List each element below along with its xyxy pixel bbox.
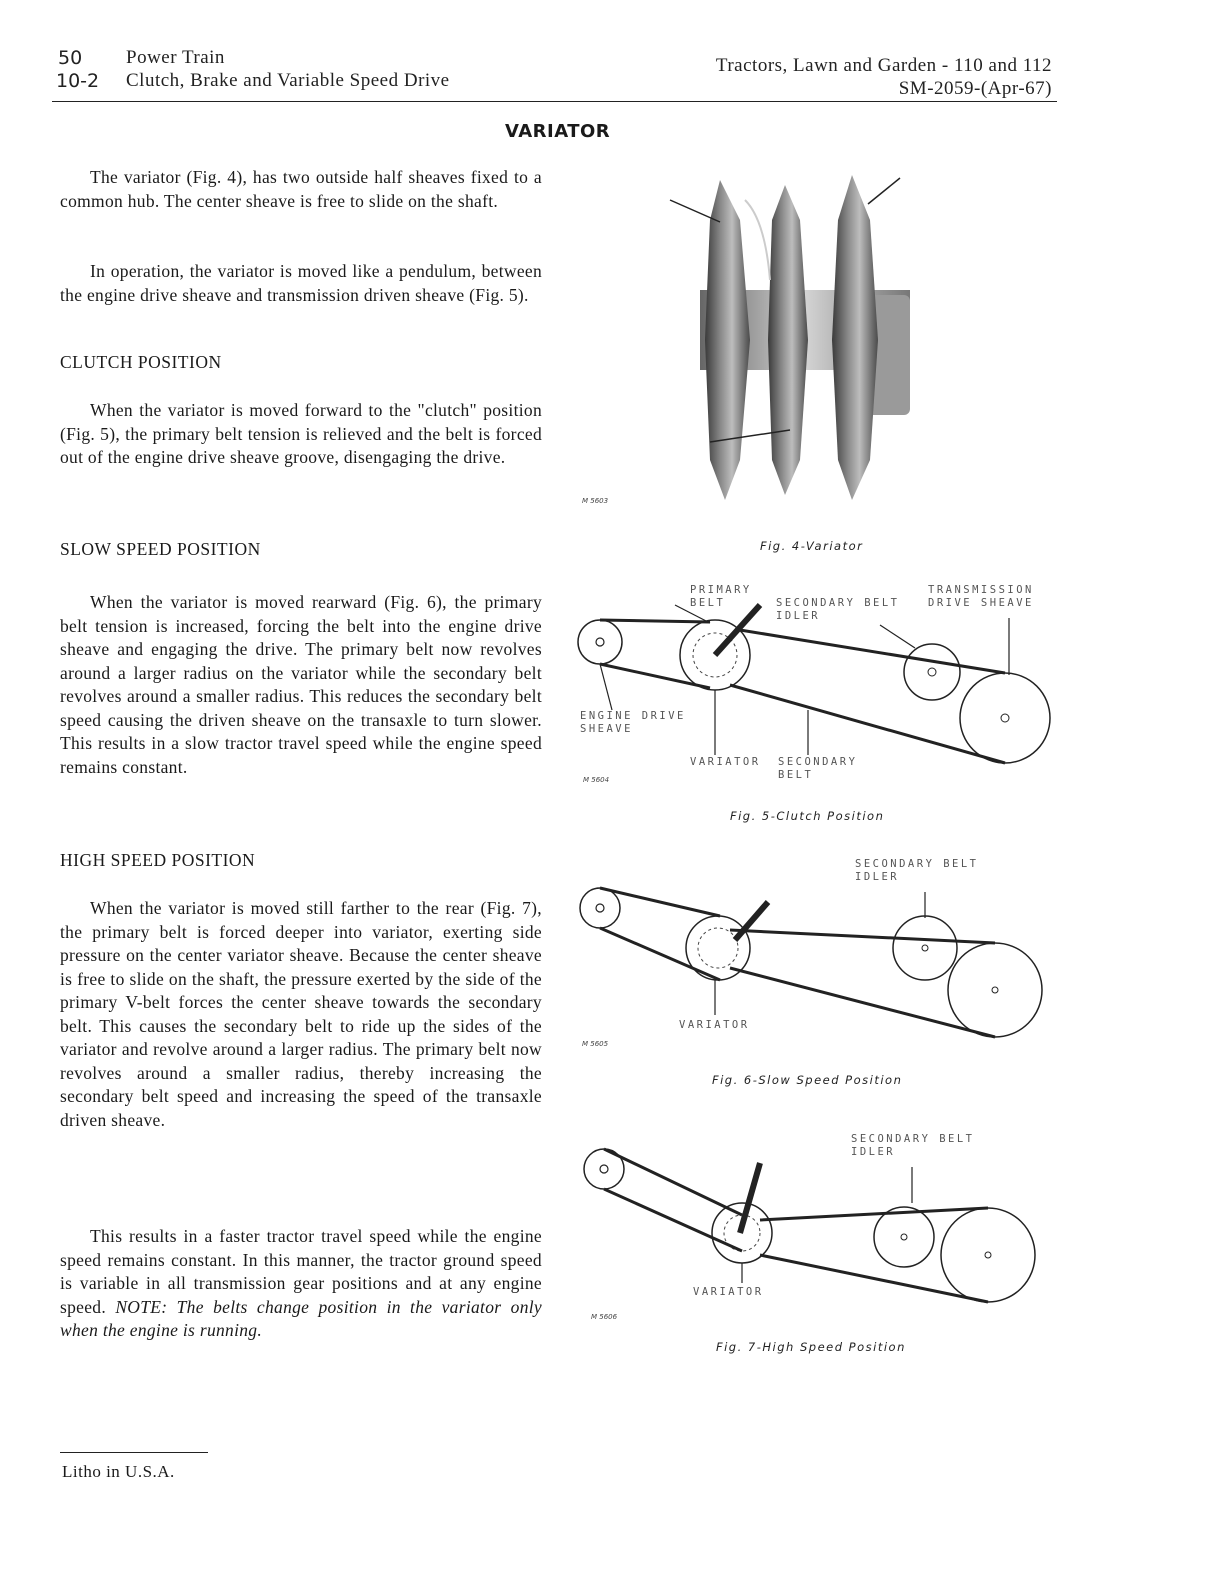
paragraph-operation — [60, 260, 542, 307]
secondary-idler-sheave — [874, 1207, 934, 1267]
para-6 — [60, 1225, 542, 1343]
fig5-caption: Fig. 5-Clutch Position — [730, 809, 885, 823]
fig5-label-transmission: TRANSMISSION DRIVE SHEAVE — [928, 584, 1034, 609]
manual-code: SM-2059-(Apr-67) — [898, 78, 1052, 99]
secondary-belt — [730, 930, 995, 1037]
heading-slow-speed: SLOW SPEED POSITION — [60, 539, 261, 559]
fig5-label-primary-belt: PRIMARY BELT — [690, 584, 752, 609]
fig6-number: M 5605 — [582, 1040, 609, 1048]
para-4: When the variator is moved rearward (Fig. 6), the primary belt tension is increased, forcing the belt into the engine drive sheave and engaging the drive. The primary belt now revolves around a larger radius on the variator while the secondary belt revolves around a smaller radius. This reduces the secondary belt speed causing the driven sheave on the transaxle to turn slower. This results in a slow tractor travel speed while the engine speed remains constant. — [60, 592, 542, 777]
paragraph-result — [60, 1225, 542, 1343]
section-title: Power Train — [126, 47, 225, 68]
paragraph-slow — [60, 591, 542, 779]
variator-arm — [715, 605, 760, 655]
secondary-belt — [730, 630, 1005, 763]
secondary-idler-sheave — [904, 644, 960, 700]
transmission-drive-sheave — [960, 673, 1050, 763]
idler-shaft-icon — [901, 1234, 907, 1240]
fig6-slow-speed-diagram — [570, 880, 1060, 1050]
pointer-engine — [600, 664, 612, 710]
paragraph-clutch — [60, 399, 542, 470]
paragraph-intro — [60, 166, 542, 213]
transmission-drive-sheave — [941, 1208, 1035, 1302]
secondary-idler-sheave — [893, 916, 957, 980]
fig6-label-variator: VARIATOR — [679, 1019, 750, 1031]
variator-arm — [740, 1163, 760, 1233]
fig7-label-idler: SECONDARY BELT IDLER — [851, 1133, 975, 1158]
fig4-number: M 5603 — [582, 497, 609, 505]
primary-belt — [600, 620, 710, 688]
transmission-drive-sheave — [948, 943, 1042, 1037]
primary-belt — [604, 1149, 742, 1251]
transmission-shaft-icon — [985, 1252, 991, 1258]
fig5-label-secondary-belt: SECONDARY BELT — [778, 756, 858, 781]
page-number: 50 — [58, 47, 83, 69]
fig5-label-variator: VARIATOR — [690, 756, 761, 768]
fig5-number: M 5604 — [583, 776, 610, 784]
heading-high-speed: HIGH SPEED POSITION — [60, 850, 256, 870]
footer-rule — [60, 1452, 208, 1453]
litho-footer: Litho in U.S.A. — [62, 1462, 175, 1481]
fig7-caption: Fig. 7-High Speed Position — [716, 1340, 906, 1354]
idler-shaft-icon — [928, 668, 936, 676]
fig4-variator-illustration — [580, 160, 960, 520]
transmission-shaft-icon — [1001, 714, 1009, 722]
para-2: In operation, the variator is moved like a pendulum, between the engine drive sheave and transmission driven sheave (Fig. 5). — [60, 261, 542, 305]
transmission-shaft-icon — [992, 987, 998, 993]
page-title: VARIATOR — [505, 121, 611, 142]
para-1: The variator (Fig. 4), has two outside half sheaves fixed to a common hub. The center sheave is free to slide on the shaft. — [60, 167, 542, 211]
outer-half-sheave-left — [705, 180, 750, 500]
engine-shaft-icon — [600, 1165, 608, 1173]
pointer-line-right — [868, 178, 900, 204]
fig6-label-idler: SECONDARY BELT IDLER — [855, 858, 979, 883]
para-5: When the variator is moved still farther to the rear (Fig. 7), the primary belt is forced deeper into variator, exerting side pressure on the center variator sheave. Because the center sheave is free to slide on the shaft, the pressure exerted by the side of the primary V-belt forces the center sheave towards the secondary belt. This causes the secondary belt to ride up the sides of the variator and revolve around a larger radius. The primary belt now revolves around a smaller radius, thereby increasing the secondary belt speed and increasing the speed of the transaxle driven sheave. — [60, 898, 542, 1130]
fig6-caption: Fig. 6-Slow Speed Position — [712, 1073, 903, 1087]
engine-drive-sheave — [580, 888, 620, 928]
fig7-number: M 5606 — [591, 1313, 618, 1321]
fig5-label-secondary-idler: SECONDARY BELT IDLER — [776, 597, 900, 622]
paragraph-high — [60, 897, 542, 1132]
para-6-text: This results in a faster tractor travel speed while the engine speed remains constant. In this manner, the tractor ground speed is variable in all transmission gear positions and at any engine speed. — [60, 1226, 542, 1317]
outer-half-sheave-right — [832, 175, 878, 500]
para-3: When the variator is moved forward to the "clutch" position (Fig. 5), the primary belt tension is relieved and the belt is forced out of the engine drive sheave groove, disengaging the drive. — [60, 400, 542, 467]
manual-title: Tractors, Lawn and Garden - 110 and 112 — [715, 55, 1052, 76]
center-sheave — [768, 185, 808, 495]
variator-arm — [735, 902, 768, 940]
belt-groove-line — [745, 200, 770, 280]
engine-shaft-icon — [596, 904, 604, 912]
engine-shaft-icon — [596, 638, 604, 646]
engine-drive-sheave — [578, 620, 622, 664]
subsection-title: Clutch, Brake and Variable Speed Drive — [126, 70, 450, 91]
fig4-caption: Fig. 4-Variator — [760, 539, 864, 553]
variator-inner-groove — [698, 928, 738, 968]
note-text: NOTE: The belts change position in the variator only when the engine is running. — [60, 1296, 542, 1340]
primary-belt — [600, 888, 720, 980]
heading-clutch-position: CLUTCH POSITION — [60, 352, 222, 372]
section-code: 10-2 — [56, 70, 100, 92]
header-rule — [52, 101, 1057, 102]
fig7-high-speed-diagram — [570, 1145, 1060, 1315]
fig5-label-engine: ENGINE DRIVE SHEAVE — [580, 710, 686, 735]
fig7-label-variator: VARIATOR — [693, 1286, 764, 1298]
idler-shaft-icon — [922, 945, 928, 951]
pointer-idler — [880, 625, 915, 648]
